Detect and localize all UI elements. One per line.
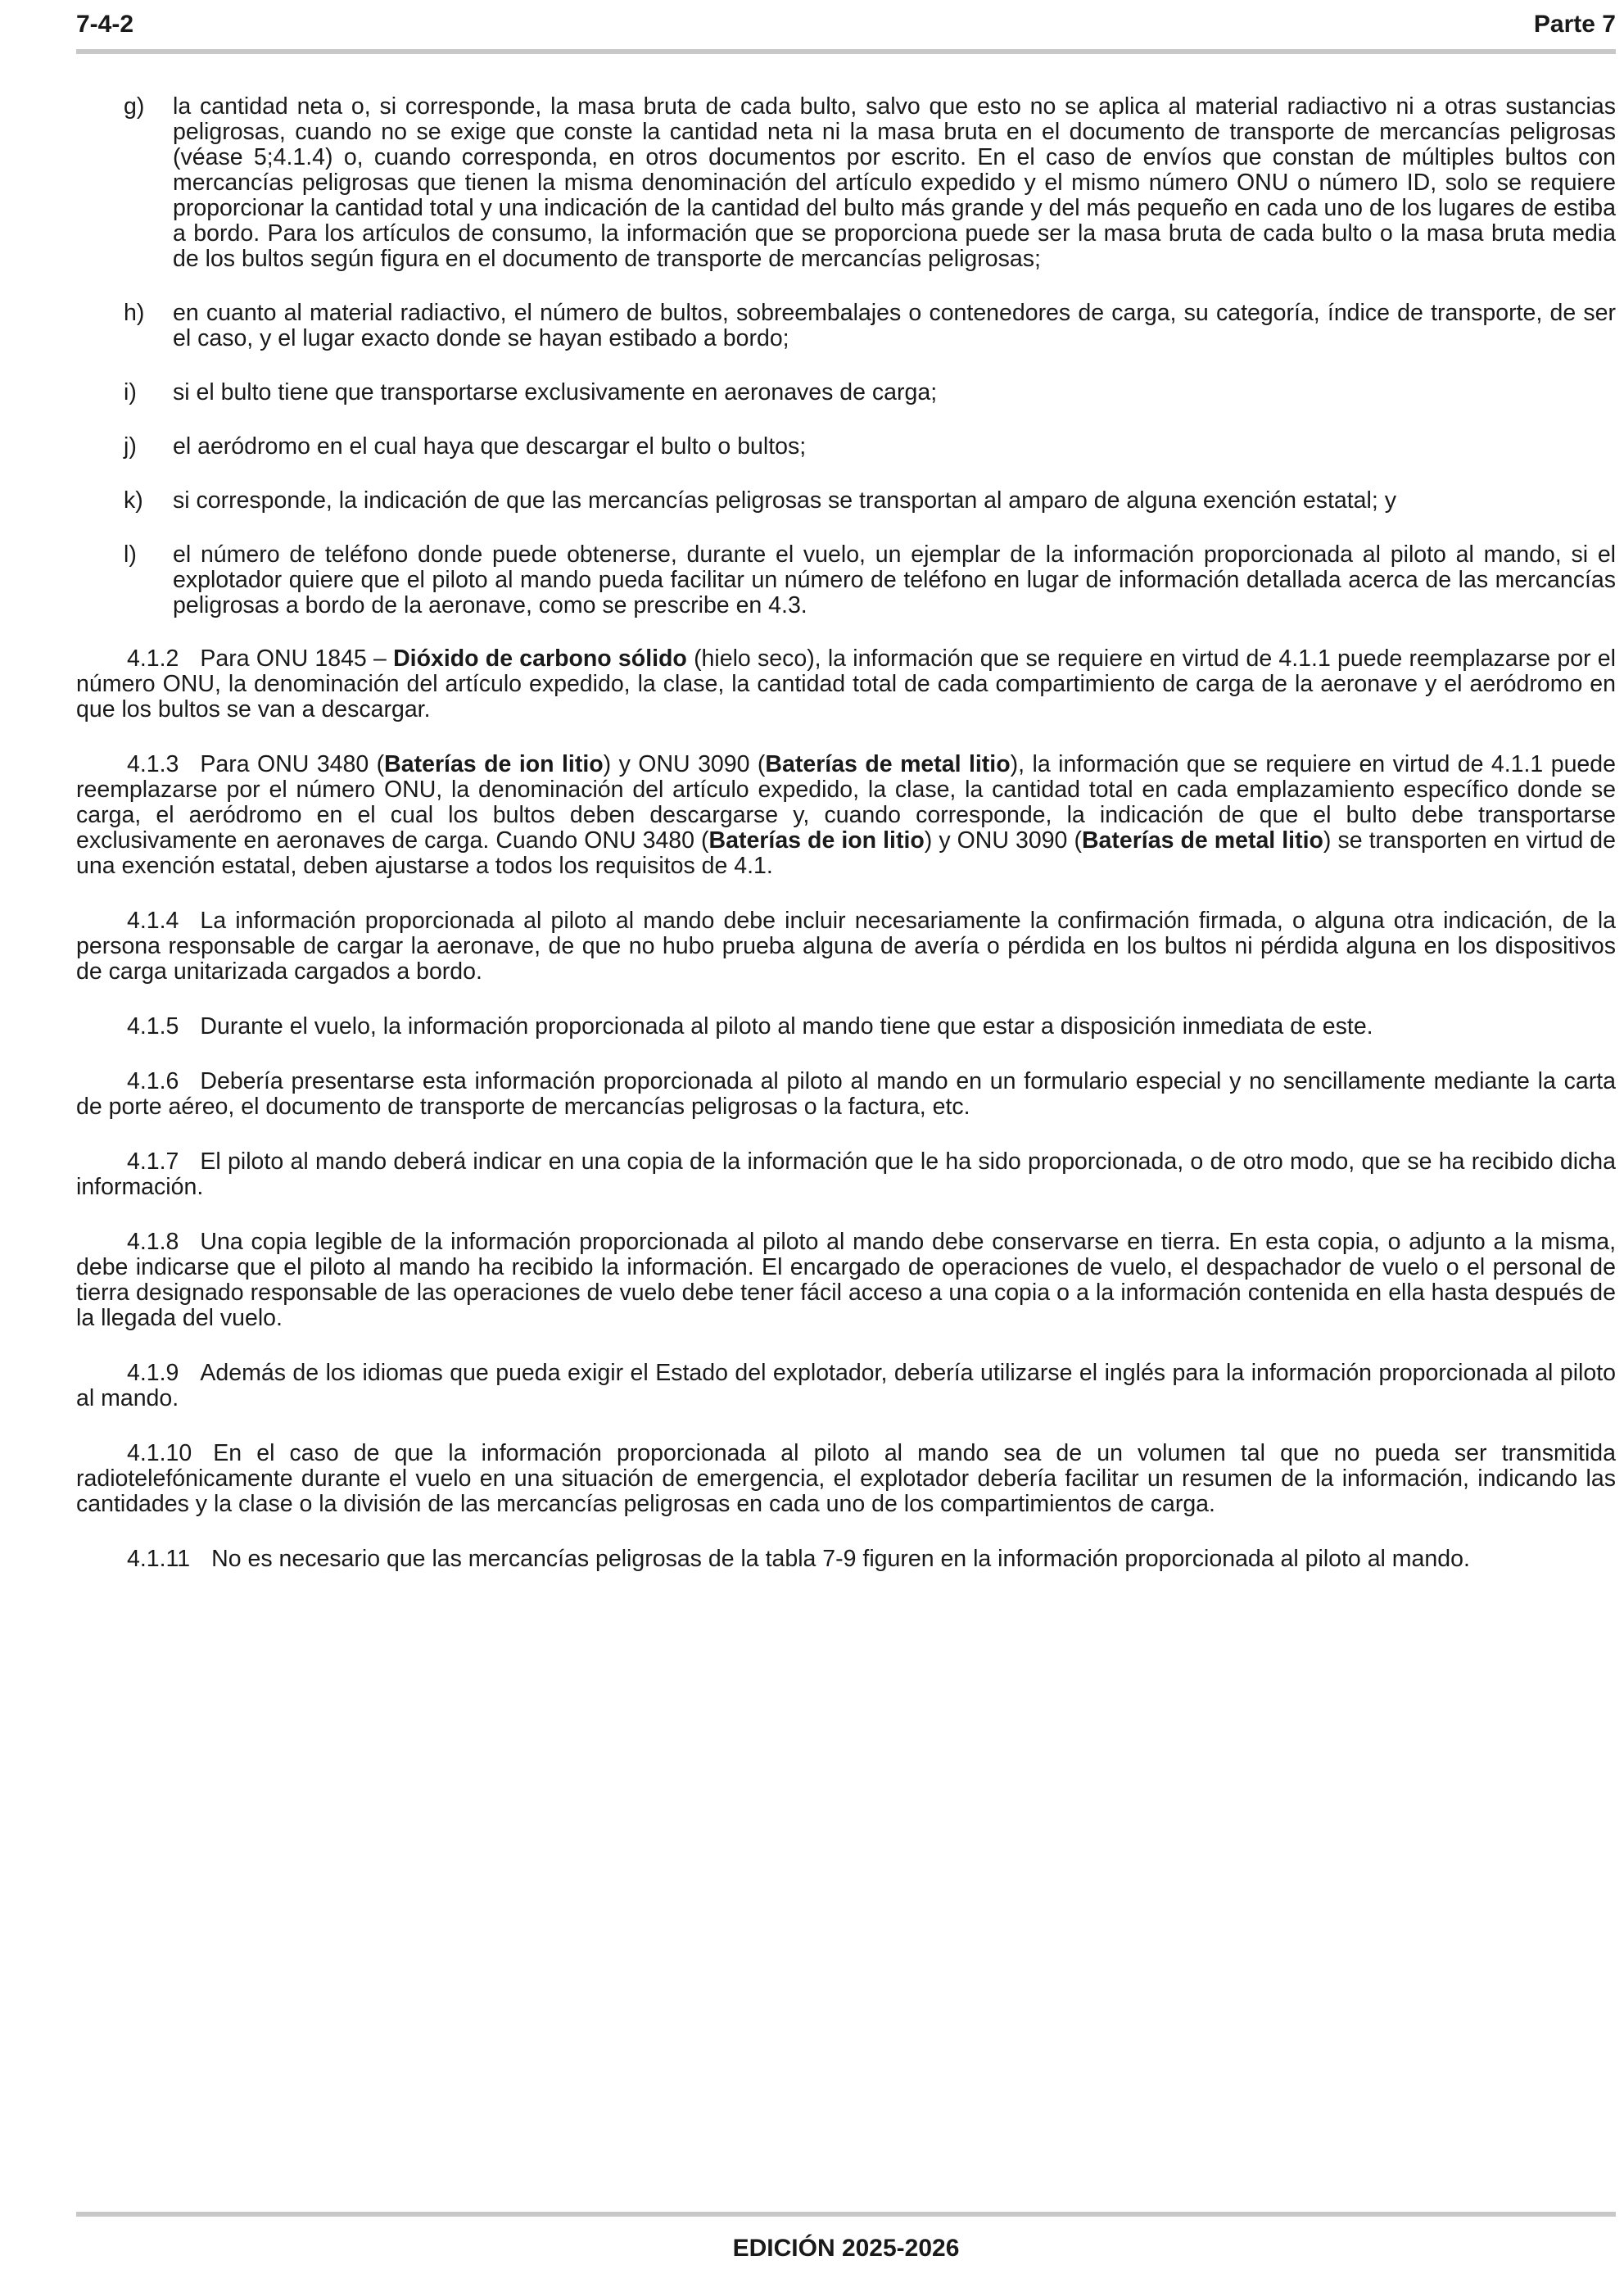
list-marker: h) [124,300,145,326]
paragraph-4-1-3 [76,752,1616,879]
page-number: 7-4-2 [76,11,134,38]
paragraph-text: ) se transporten en virtud de una exención estatal, deben ajustarse a todos los requisitos de 4.1. [76,827,1616,879]
paragraph-number: 4.1.3 [127,751,179,777]
paragraph-text: Durante el vuelo, la información proporcionada al piloto al mando tiene que estar a disposición inmediata de este. [200,1013,1373,1040]
page-header [76,8,1616,41]
bold-term: Dióxido de carbono sólido [393,646,687,672]
paragraph-text: Para ONU 1845 – [200,646,394,672]
paragraph-text: ) y ONU 3090 ( [603,751,766,777]
part-label: Parte 7 [1533,11,1616,38]
paragraph-text: ) y ONU 3090 ( [924,827,1082,854]
list-item-l [76,542,1616,618]
list-item-text: si corresponde, la indicación de que las mercancías peligrosas se transportan al amparo de alguna exención estatal; y [173,487,1396,514]
paragraph-number: 4.1.2 [127,646,179,672]
edition-label: EDICIÓN 2025-2026 [732,2235,960,2262]
list-item-k [76,488,1616,514]
list-marker: i) [124,379,137,405]
list-item-j [76,434,1616,460]
paragraph-text: ), la información que se requiere en virtud de 4.1.1 puede reemplazarse por el número ONU, la denominación del artículo expedido, la clase, la cantidad total en cada emplazamiento específico donde se carga, el aeródromo en el cual los bultos deben descargarse y, cuando corresponde, la indicación de que el bulto debe transportarse exclusivamente en aeronaves de carga. Cuando ONU 3480 ( [76,751,1616,854]
paragraph-4-1-5 [76,1014,1616,1040]
paragraph-number: 4.1.7 [127,1148,179,1175]
bold-term: Baterías de ion litio [708,827,925,854]
bold-term: Baterías de metal litio [1081,827,1323,854]
list-marker: k) [124,487,143,514]
list-item-text: la cantidad neta o, si corresponde, la masa bruta de cada bulto, salvo que esto no se aplica al material radiactivo ni a otras sustancias peligrosas, cuando no se exige que conste la cantidad neta ni la masa bruta en el documento de transporte de mercancías peligrosas (véase 5;4.1.4) o, cuando corresponda, en otros documentos por escrito. En el caso de envíos que constan de múltiples bultos con mercancías peligrosas que tienen la misma denominación del artículo expedido y el mismo número ONU o número ID, solo se requiere proporcionar la cantidad total y una indicación de la cantidad del bulto más grande y del más pequeño en cada uno de los lugares de estiba a bordo. Para los artículos de consumo, la información que se proporciona puede ser la masa bruta de cada bulto o la masa bruta media de los bultos según figura en el documento de transporte de mercancías peligrosas; [173,93,1616,272]
paragraph-text: El piloto al mando deberá indicar en una copia de la información que le ha sido proporcionada, o de otro modo, que se ha recibido dicha información. [76,1148,1616,1200]
list-item-text: el número de teléfono donde puede obtenerse, durante el vuelo, un ejemplar de la información proporcionada al piloto al mando, si el explotador quiere que el piloto al mando pueda facilitar un número de teléfono en lugar de información detallada acerca de las mercancías peligrosas a bordo de la aeronave, como se prescribe en 4.3. [173,541,1616,618]
paragraph-text: La información proporcionada al piloto al mando debe incluir necesariamente la confirmación firmada, o alguna otra indicación, de la persona responsable de cargar la aeronave, de que no hubo prueba alguna de avería o pérdida en los bultos ni pérdida alguna en los dispositivos de carga unitarizada cargados a bordo. [76,908,1616,985]
paragraph-number: 4.1.9 [127,1360,179,1386]
bold-term: Baterías de ion litio [384,751,604,777]
footer-divider [76,2212,1616,2217]
list-item-g [76,94,1616,272]
paragraph-text: No es necesario que las mercancías peligrosas de la tabla 7-9 figuren en la información proporcionada al piloto al mando. [211,1546,1470,1572]
paragraph-text: Debería presentarse esta información proporcionada al piloto al mando en un formulario especial y no sencillamente mediante la carta de porte aéreo, el documento de transporte de mercancías peligrosas o la factura, etc. [76,1068,1616,1120]
paragraph-4-1-10 [76,1441,1616,1517]
paragraph-number: 4.1.5 [127,1013,179,1040]
list-item-text: si el bulto tiene que transportarse exclusivamente en aeronaves de carga; [173,379,938,405]
paragraph-4-1-8 [76,1230,1616,1331]
document-body [76,94,1616,1601]
list-item-text: el aeródromo en el cual haya que descargar el bulto o bultos; [173,433,807,460]
paragraph-number: 4.1.8 [127,1229,179,1255]
paragraph-number: 4.1.10 [127,1440,192,1466]
header-divider [76,49,1616,54]
list-marker: l) [124,541,137,568]
paragraph-text: Una copia legible de la información proporcionada al piloto al mando debe conservarse en tierra. En esta copia, o adjunto a la misma, debe indicarse que el piloto al mando ha recibido la información. El encargado de operaciones de vuelo, el despachador de vuelo o el personal de tierra designado responsable de las operaciones de vuelo debe tener fácil acceso a una copia o a la información contenida en ella hasta después de la llegada del vuelo. [76,1229,1616,1331]
bold-term: Baterías de metal litio [765,751,1011,777]
paragraph-number: 4.1.4 [127,908,179,934]
list-item-i [76,380,1616,405]
list-marker: g) [124,93,145,120]
paragraph-text: (hielo seco), la información que se requiere en virtud de 4.1.1 puede reemplazarse por el número ONU, la denominación del artículo expedido, la clase, la cantidad total de cada compartimiento de carga de la aeronave y el aeródromo en que los bultos se van a descargar. [76,646,1616,723]
paragraph-text: En el caso de que la información proporcionada al piloto al mando sea de un volumen tal que no pueda ser transmitida radiotelefónicamente durante el vuelo en una situación de emergencia, el explotador debería facilitar un resumen de la información, indicando las cantidades y la clase o la división de las mercancías peligrosas en cada uno de los compartimientos de carga. [76,1440,1616,1517]
paragraph-number: 4.1.6 [127,1068,179,1094]
paragraph-4-1-11 [76,1547,1616,1572]
paragraph-text: Además de los idiomas que pueda exigir el Estado del explotador, debería utilizarse el inglés para la información proporcionada al piloto al mando. [76,1360,1616,1411]
list-item-text: en cuanto al material radiactivo, el número de bultos, sobreembalajes o contenedores de carga, su categoría, índice de transporte, de ser el caso, y el lugar exacto donde se hayan estibado a bordo; [173,300,1616,351]
paragraph-4-1-7 [76,1149,1616,1200]
list-marker: j) [124,433,137,460]
paragraph-4-1-9 [76,1361,1616,1411]
paragraph-4-1-4 [76,908,1616,985]
paragraph-text: Para ONU 3480 ( [200,751,385,777]
paragraph-4-1-6 [76,1069,1616,1120]
paragraph-number: 4.1.11 [127,1546,191,1572]
paragraph-4-1-2 [76,646,1616,723]
list-item-h [76,301,1616,351]
